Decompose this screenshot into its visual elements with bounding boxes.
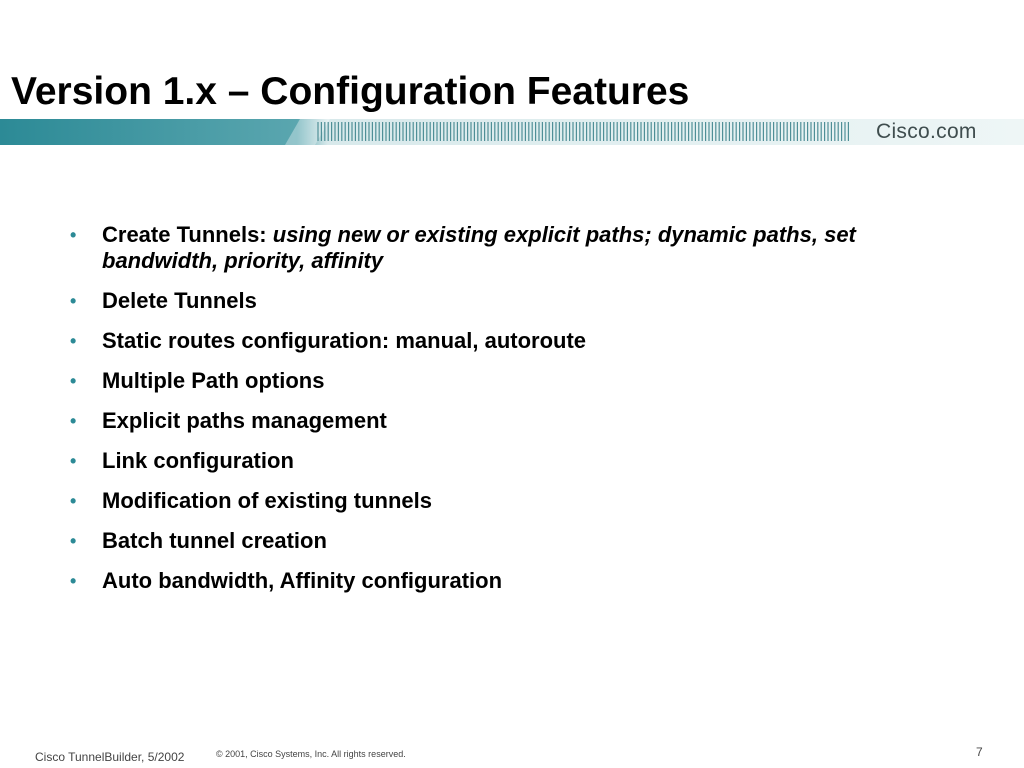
bullet-dot-icon: • [70, 411, 77, 431]
bullet-label: Explicit paths management [102, 408, 387, 433]
bullet-label: Modification of existing tunnels [102, 488, 432, 513]
bullet-dot-icon: • [70, 531, 77, 551]
bullet-item-modification [70, 488, 950, 514]
bullet-dot-icon: • [70, 371, 77, 391]
bullet-item-batch-creation [70, 528, 950, 554]
feature-bullet-list [70, 222, 950, 608]
title-bar-graphic [0, 119, 1024, 145]
bullet-label: Batch tunnel creation [102, 528, 327, 553]
bullet-label: Auto bandwidth, Affinity configuration [102, 568, 503, 593]
bullet-dot-icon: • [70, 331, 77, 351]
bullet-item-link-configuration [70, 448, 950, 474]
bullet-dot-icon: • [70, 491, 77, 511]
bullet-label: Link configuration [102, 448, 294, 473]
bullet-dot-icon: • [70, 571, 77, 591]
bullet-label: Static routes configuration: manual, autoroute [102, 328, 587, 353]
page-number: 7 [976, 745, 983, 759]
footer-source: Cisco TunnelBuilder, 5/2002 [35, 750, 185, 764]
bullet-detail: using new or existing explicit paths; dynamic paths, set bandwidth, priority, affinity [102, 222, 856, 273]
bullet-dot-icon: • [70, 451, 77, 471]
cisco-logo: Cisco.com [876, 120, 977, 143]
bullet-item-delete-tunnels [70, 288, 950, 314]
bullet-item-static-routes [70, 328, 950, 354]
footer-copyright: © 2001, Cisco Systems, Inc. All rights reserved. [216, 749, 406, 759]
bullet-label: Create Tunnels: [102, 222, 273, 247]
bullet-dot-icon: • [70, 225, 77, 245]
bullet-item-multiple-path [70, 368, 950, 394]
bullet-label: Delete Tunnels [102, 288, 257, 313]
bullet-item-create-tunnels [70, 222, 950, 274]
bullet-item-explicit-paths [70, 408, 950, 434]
bullet-dot-icon: • [70, 291, 77, 311]
bullet-label: Multiple Path options [102, 368, 325, 393]
bullet-item-auto-bandwidth [70, 568, 950, 594]
slide-title: Version 1.x – Configuration Features [11, 70, 690, 113]
